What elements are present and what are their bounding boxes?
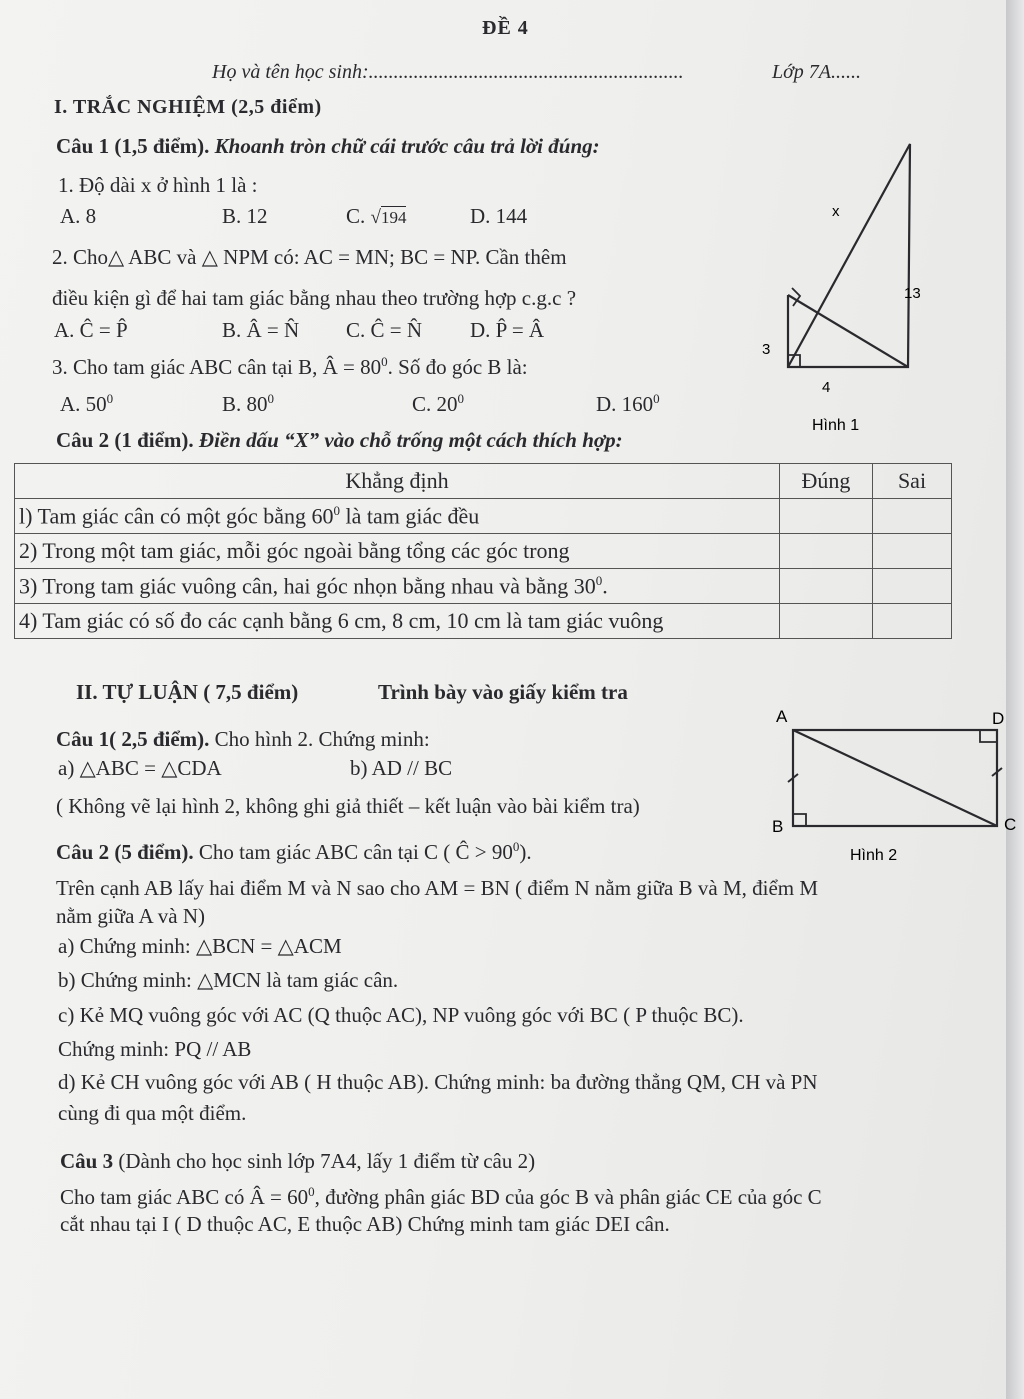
fig2-label-d: D <box>992 709 1005 728</box>
sqrt-radicand: 194 <box>380 208 407 227</box>
fig2-caption: Hình 2 <box>850 847 898 864</box>
s2-q1-part-a: a) △ABC = △CDA <box>58 756 222 780</box>
fig1-label-3: 3 <box>762 341 771 358</box>
statement-3-b: . <box>602 573 608 599</box>
statement-4: 4) Tam giác có số đo các cạnh bằng 6 cm, 8 cm, 10 cm là tam giác vuông <box>15 604 780 639</box>
answer-true-cell[interactable] <box>780 534 873 569</box>
s2-q2-part-c-line2: Chứng minh: PQ // AB <box>58 1037 252 1061</box>
statement-2: 2) Trong một tam giác, mỗi góc ngoài bằng tổng các góc trong <box>15 534 780 569</box>
q1-heading <box>56 136 600 157</box>
option-c-value: C. 20 <box>412 392 458 416</box>
s2-q2-line1: Trên cạnh AB lấy hai điểm M và N sao cho AM = BN ( điểm N nằm giữa B và M, điểm M <box>56 876 819 900</box>
statement-3-degree: 0 <box>595 572 603 588</box>
q1-part1-option-a: A. 8 <box>60 204 97 228</box>
answer-false-cell[interactable] <box>873 534 952 569</box>
statement-3 <box>15 569 780 604</box>
answer-false-cell[interactable] <box>873 569 952 604</box>
true-false-table <box>14 463 952 639</box>
statement-1-b: là tam giác đều <box>340 503 480 529</box>
s2-q1-part-b: b) AD // BC <box>350 756 453 780</box>
q1-part3-text <box>52 355 528 378</box>
s2-q2-line2: nằm giữa A và N) <box>56 904 206 928</box>
s2-q2-part-a: a) Chứng minh: △BCN = △ACM <box>58 934 342 958</box>
s2-q3-heading <box>60 1151 535 1172</box>
fig2-label-b: B <box>772 817 784 836</box>
s2-q2-part-d: d) Kẻ CH vuông góc với AB ( H thuộc AB). Chứng minh: ba đường thẳng QM, CH và PN <box>58 1070 818 1094</box>
table-row <box>15 569 952 604</box>
q1-part3-text-a: 3. Cho tam giác ABC cân tại B, Â = 80 <box>52 355 382 379</box>
q2-head: Câu 2 (1 điểm). <box>56 428 194 452</box>
answer-true-cell[interactable] <box>780 569 873 604</box>
figure-2 <box>766 700 1017 870</box>
answer-false-cell[interactable] <box>873 604 952 639</box>
q1-part2-option-a: A. Ĉ = P̂ <box>54 318 128 342</box>
table-row <box>15 499 952 534</box>
s2-q3-head: Câu 3 <box>60 1149 114 1173</box>
answer-true-cell[interactable] <box>780 499 873 534</box>
statement-1-degree: 0 <box>333 502 341 518</box>
statement-1 <box>15 499 780 534</box>
s2-q3-degree: 0 <box>308 1184 315 1199</box>
q1-part2-option-b: B. Â = N̂ <box>222 318 300 342</box>
answer-true-cell[interactable] <box>780 604 873 639</box>
q1-part3-degree: 0 <box>381 354 388 369</box>
section2-title: II. TỰ LUẬN ( 7,5 điểm) <box>76 680 299 704</box>
student-name-label: Họ và tên học sinh:............................................................... <box>212 61 684 83</box>
section1-title: I. TRẮC NGHIỆM (2,5 điểm) <box>54 96 322 118</box>
s2-q1-text: Cho hình 2. Chứng minh: <box>209 727 430 751</box>
exam-title: ĐỀ 4 <box>482 17 529 39</box>
option-b-value: B. 80 <box>222 392 268 416</box>
degree-sign: 0 <box>653 391 660 406</box>
s2-q3-note: (Dành cho học sinh lớp 7A4, lấy 1 điểm từ câu 2) <box>113 1149 536 1173</box>
option-d-value: D. 160 <box>596 392 654 416</box>
figure-1 <box>740 130 930 440</box>
s2-q1-head: Câu 1( 2,5 điểm). <box>56 727 210 751</box>
statement-3-a: 3) Trong tam giác vuông cân, hai góc nhọn bằng nhau và bằng 30 <box>19 573 596 599</box>
option-a-value: A. 50 <box>60 392 107 416</box>
q1-part1-option-d: D. 144 <box>470 204 528 228</box>
s2-q2-part-b: b) Chứng minh: △MCN là tam giác cân. <box>58 968 399 992</box>
s2-q3-line1-b: , đường phân giác BD của góc B và phân giác CE của góc C <box>314 1185 822 1209</box>
s2-q2-text-a: Cho tam giác ABC cân tại C ( Ĉ > 90 <box>193 840 513 864</box>
q1-instruction: Khoanh tròn chữ cái trước câu trả lời đúng: <box>214 134 600 158</box>
s2-q2-heading <box>56 840 532 863</box>
s2-q2-part-c: c) Kẻ MQ vuông góc với AC (Q thuộc AC), NP vuông góc với BC ( P thuộc BC). <box>58 1003 744 1027</box>
q2-heading <box>56 430 623 451</box>
q1-part1-option-c: C. √194 <box>346 204 407 228</box>
table-row <box>15 604 952 639</box>
s2-q3-line1 <box>60 1185 822 1208</box>
table-header-false: Sai <box>873 464 952 499</box>
q1-part2-line1: 2. Cho△ ABC và △ NPM có: AC = MN; BC = NP. Cần thêm <box>52 245 567 269</box>
table-header-true: Đúng <box>780 464 873 499</box>
degree-sign: 0 <box>106 391 114 406</box>
class-label: Lớp 7A...... <box>772 61 862 83</box>
option-c-prefix: C. <box>346 204 366 228</box>
fig1-caption: Hình 1 <box>812 417 860 434</box>
q1-part2-option-c: C. Ĉ = N̂ <box>346 318 423 342</box>
fig1-label-x: x <box>832 203 840 220</box>
q2-instruction: Điền dấu “X” vào chỗ trống một cách thích hợp: <box>198 428 623 452</box>
degree-sign: 0 <box>457 391 465 406</box>
answer-false-cell[interactable] <box>873 499 952 534</box>
s2-q1-note: ( Không vẽ lại hình 2, không ghi giả thiết – kết luận vào bài kiểm tra) <box>56 794 640 818</box>
s2-q2-degree: 0 <box>512 839 520 854</box>
fig1-label-4: 4 <box>822 379 831 396</box>
s2-q1-heading <box>56 729 430 750</box>
q1-part2-option-d: D. P̂ = Â <box>470 318 545 342</box>
fig1-label-13: 13 <box>904 285 921 302</box>
s2-q2-part-d-line2: cùng đi qua một điểm. <box>58 1101 247 1125</box>
background-edge <box>1006 0 1024 1399</box>
s2-q2-head: Câu 2 (5 điểm). <box>56 840 194 864</box>
q1-part1-text: 1. Độ dài x ở hình 1 là : <box>58 173 258 197</box>
degree-sign: 0 <box>267 391 275 406</box>
q1-part3-option-a <box>60 392 113 415</box>
s2-q3-line1-a: Cho tam giác ABC có Â = 60 <box>60 1185 309 1209</box>
q1-part2-line2: điều kiện gì để hai tam giác bằng nhau theo trường hợp c.g.c ? <box>52 286 577 310</box>
q1-part1-option-b: B. 12 <box>222 204 268 228</box>
q1-part3-option-b <box>222 392 274 415</box>
q1-part3-option-c <box>412 392 464 415</box>
section2-subtitle: Trình bày vào giấy kiểm tra <box>378 680 628 704</box>
fig2-label-c: C <box>1004 815 1017 834</box>
statement-1-a: l) Tam giác cân có một góc bằng 60 <box>19 503 334 529</box>
q1-part3-option-d <box>596 392 660 415</box>
fig2-label-a: A <box>776 707 788 726</box>
s2-q3-line2: cắt nhau tại I ( D thuộc AC, E thuộc AB) Chứng minh tam giác DEI cân. <box>60 1212 670 1236</box>
table-header-statement: Khẳng định <box>15 464 780 499</box>
s2-q2-text-b: ). <box>519 840 532 864</box>
table-row <box>15 534 952 569</box>
q1-part3-text-b: . Số đo góc B là: <box>387 355 528 379</box>
q1-head: Câu 1 (1,5 điểm). <box>56 134 210 158</box>
table-header-row <box>15 464 952 499</box>
